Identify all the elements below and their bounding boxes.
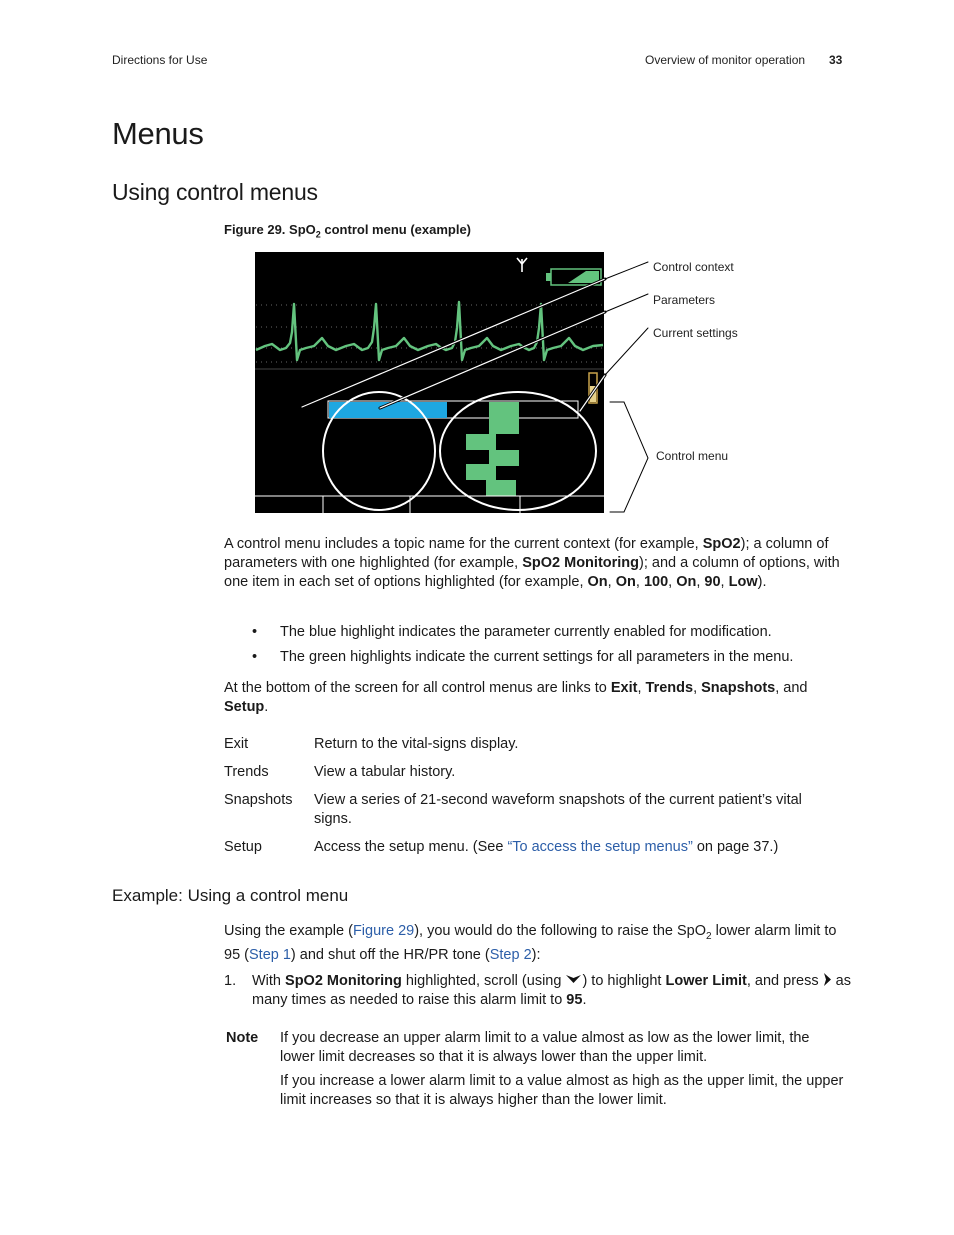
definition-desc: Access the setup menu. (See “To access the setup menus” on page 37.): [314, 839, 779, 855]
section-heading: Using control menus: [112, 179, 318, 205]
example-heading: Example: Using a control menu: [112, 886, 349, 905]
definition-desc: View a tabular history.: [314, 764, 456, 780]
note-paragraph: If you increase a lower alarm limit to a value almost as high as the upper limit, the upper limit increases so that it is always higher than the lower limit.: [280, 1073, 844, 1108]
definition-term: Exit: [224, 736, 249, 752]
definition-desc: Return to the vital-signs display.: [314, 736, 519, 752]
callout-parameters: Parameters: [653, 293, 716, 307]
bullet-item: The green highlights indicate the current settings for all parameters in the menu.: [280, 649, 794, 665]
page-number: 33: [829, 53, 843, 67]
definition-term: Snapshots: [224, 792, 293, 808]
setup-menus-link[interactable]: “To access the setup menus”: [507, 839, 693, 855]
note-paragraph: If you decrease an upper alarm limit to a value almost as low as the lower limit, the lower limit decreases so that it is always lower than the upper limit.: [280, 1030, 810, 1065]
spo2-control-menu-figure: [250, 248, 750, 518]
intro-paragraph: A control menu includes a topic name for the current context (for example, SpO2); a column of parameters with one highlighted (for example, SpO2 Monitoring); and a column of options, with one item in each set of options highlighted (for example, On, On, 100, On, 90, Low).: [224, 536, 840, 590]
example-paragraph: Using the example (Figure 29), you would do the following to raise the SpO$_2$ lower alarm limit to 95 (Step 1) and shut off the HR/PR tone (Step 2):: [224, 923, 837, 963]
scroll-down-icon: [565, 974, 582, 984]
callout-control-context: Control context: [653, 260, 734, 274]
monitor-screen: [255, 252, 604, 513]
figure-caption: Figure 29. SpO$_2$ control menu (example): [224, 222, 472, 240]
step-1-text: With SpO2 Monitoring highlighted, scroll (using ) to highlight Lower Limit, and press as many times as needed to raise this alarm limit to 95.: [252, 973, 851, 1008]
step-2-link[interactable]: Step 2: [489, 946, 532, 963]
running-header-left: Directions for Use: [112, 53, 208, 67]
note-label: Note: [226, 1030, 259, 1046]
bullet-marker: •: [252, 624, 258, 640]
arrow-right-icon: [823, 972, 832, 987]
callout-current-settings: Current settings: [653, 326, 738, 340]
definition-desc: View a series of 21-second waveform snapshots of the current patient’s vital signs.: [314, 792, 802, 827]
step-1-link[interactable]: Step 1: [249, 946, 291, 963]
step-number: 1.: [224, 973, 237, 989]
bullet-item: The blue highlight indicates the parameter currently enabled for modification.: [280, 624, 772, 640]
bullet-marker: •: [252, 649, 258, 665]
figure-29-link[interactable]: Figure 29: [352, 923, 415, 939]
definition-term: Setup: [224, 839, 262, 855]
running-header-section: Overview of monitor operation: [645, 53, 806, 67]
links-paragraph: At the bottom of the screen for all control menus are links to Exit, Trends, Snapshots, and Setup.: [224, 680, 808, 715]
callout-control-menu: Control menu: [656, 449, 729, 463]
page-title: Menus: [112, 116, 204, 151]
definition-term: Trends: [224, 764, 269, 780]
